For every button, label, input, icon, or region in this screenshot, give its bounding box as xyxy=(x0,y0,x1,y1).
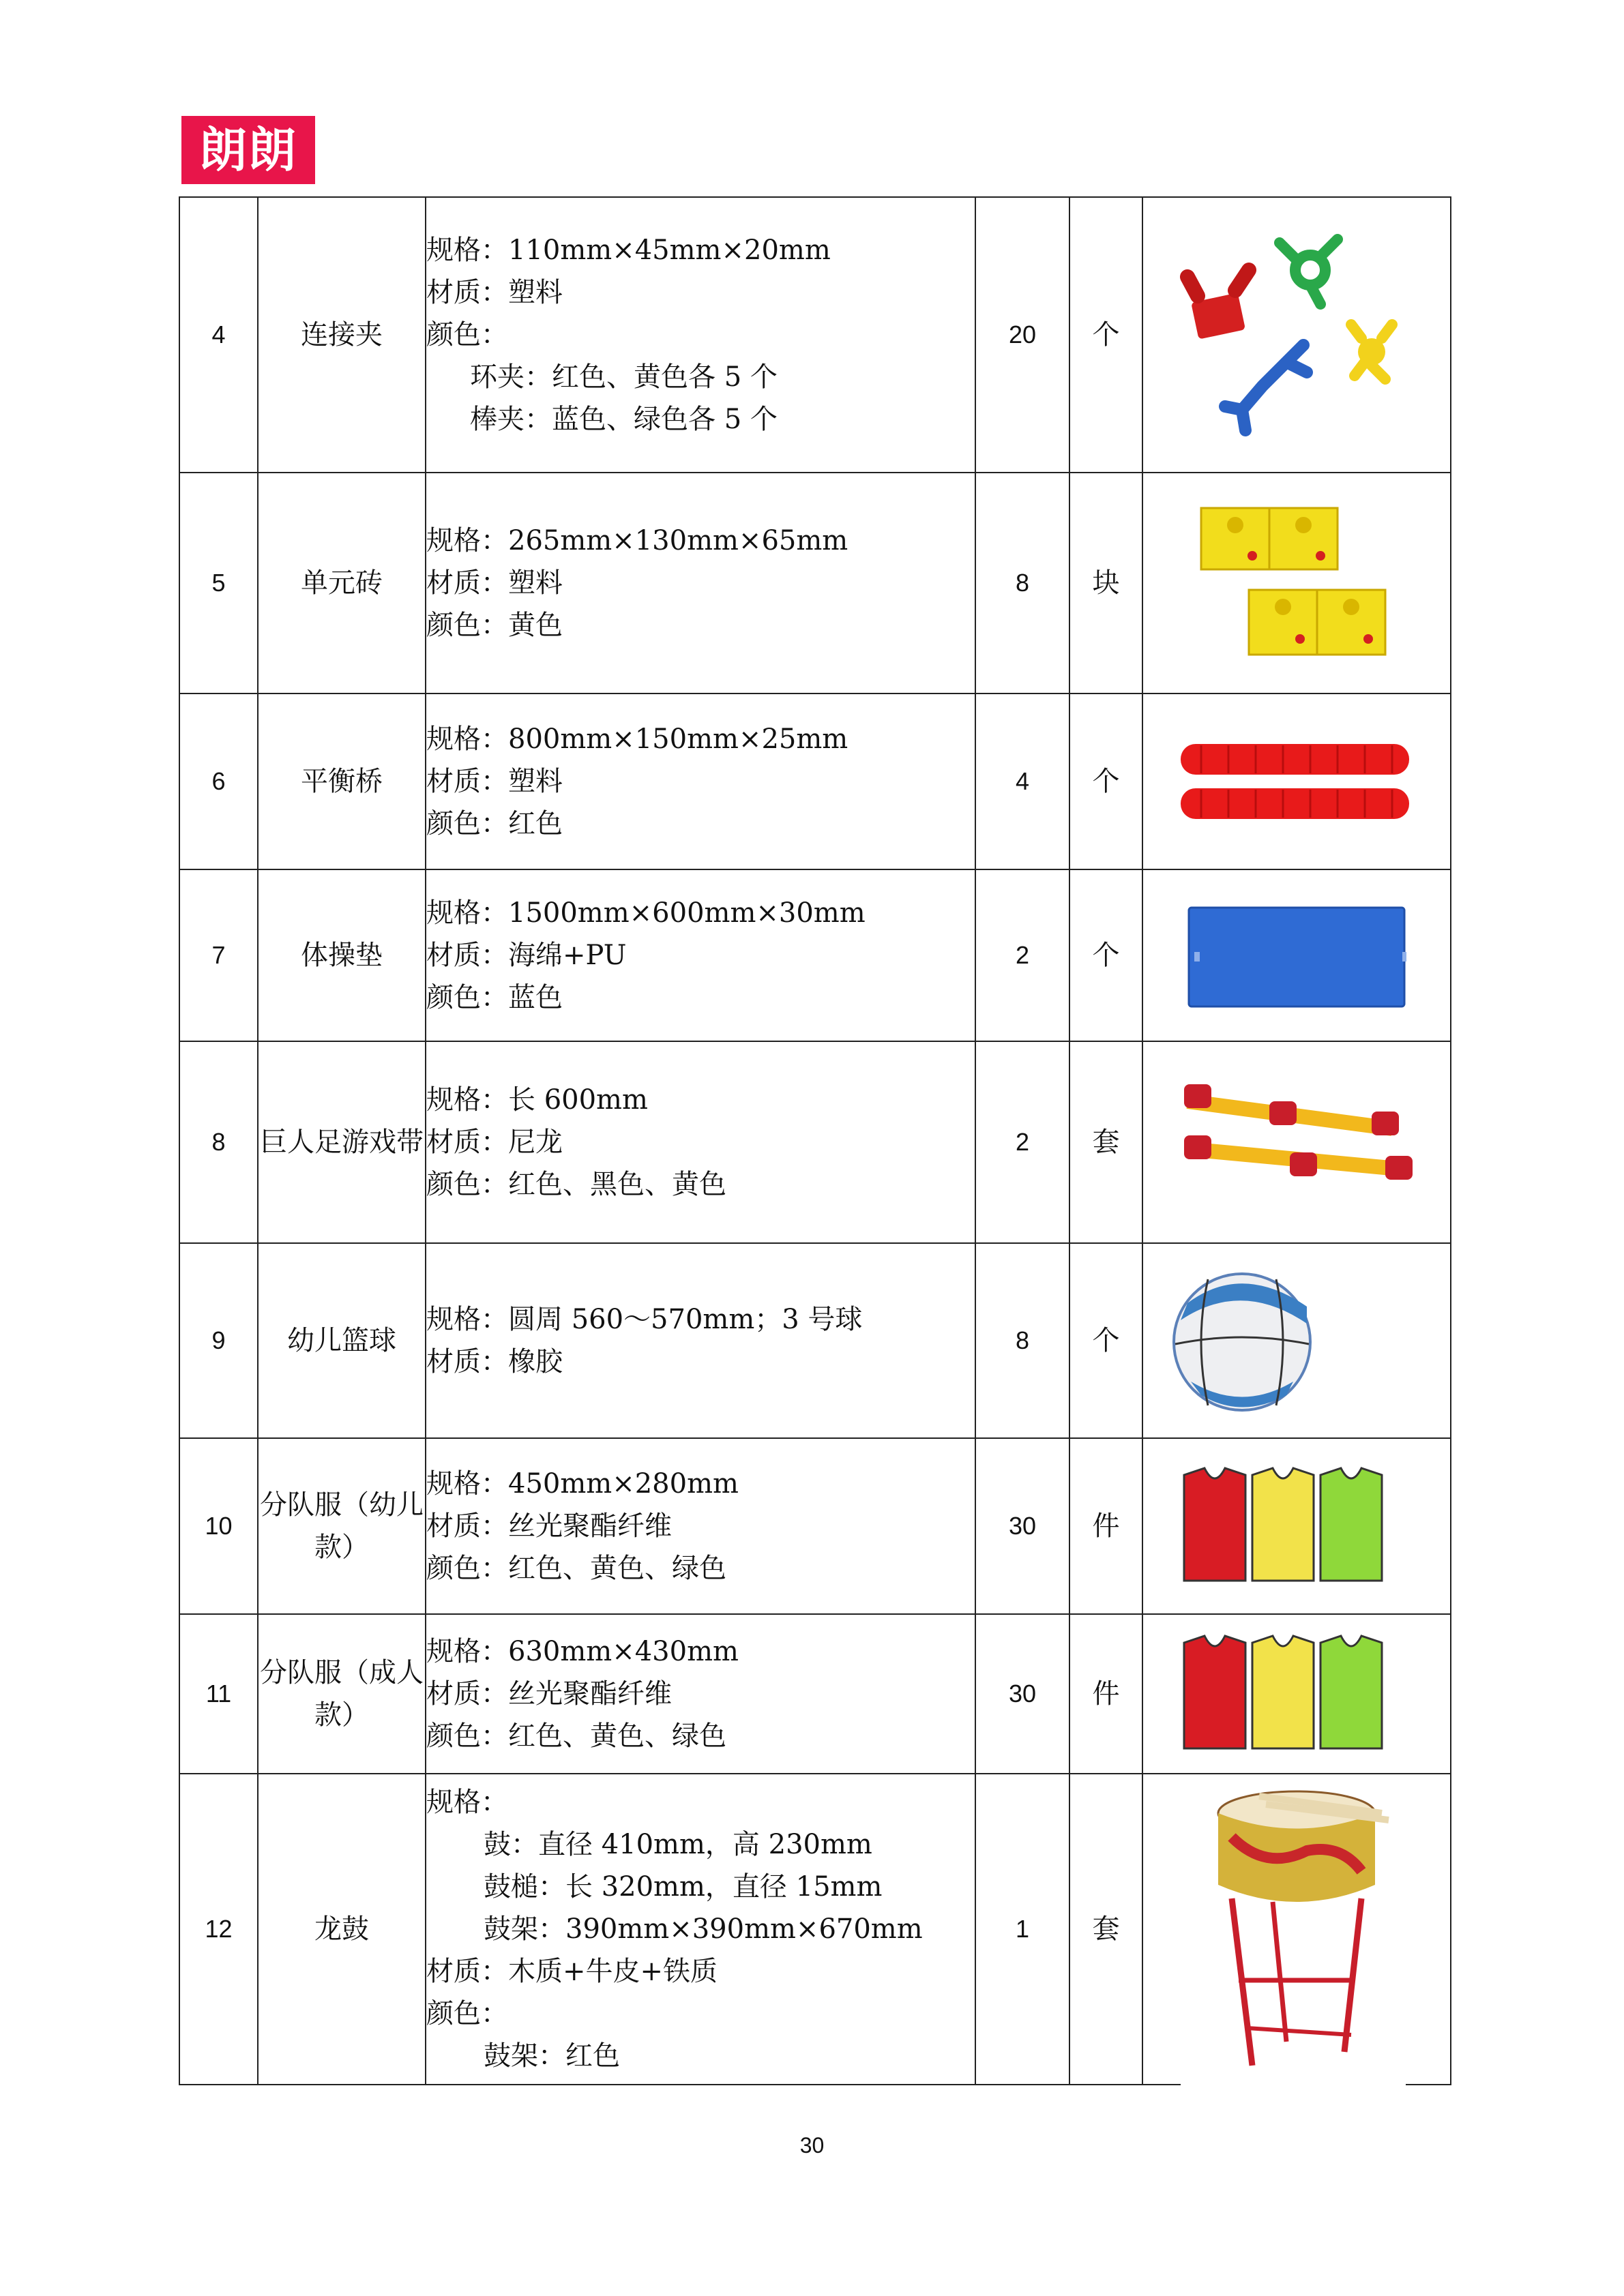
table-row xyxy=(179,694,1451,869)
row-number: 6 xyxy=(179,694,258,869)
spec-line: 材质：丝光聚酯纤维 xyxy=(426,1510,672,1542)
row-number: 5 xyxy=(179,473,258,694)
spec-line: 颜色：红色、黄色、绿色 xyxy=(426,1720,726,1752)
spec-line: 鼓架：390mm×390mm×670mm xyxy=(484,1913,923,1945)
row-number: 4 xyxy=(179,197,258,473)
row-number: 8 xyxy=(179,1041,258,1243)
spec-line: 颜色：红色 xyxy=(426,808,563,839)
spec-line: 材质：塑料 xyxy=(426,277,563,308)
spec-line: 材质：塑料 xyxy=(426,567,563,599)
spec-line: 规格：1500mm×600mm×30mm xyxy=(426,897,866,929)
table-row xyxy=(179,1041,1451,1243)
spec-line: 规格：长 600mm xyxy=(426,1084,648,1116)
table-row xyxy=(179,1243,1451,1438)
spec-line: 颜色： xyxy=(426,1998,508,2029)
item-unit: 件 xyxy=(1069,1438,1142,1614)
row-number: 9 xyxy=(179,1243,258,1438)
spec-line: 颜色：蓝色 xyxy=(426,982,563,1013)
item-name: 单元砖 xyxy=(258,473,426,694)
spec-line: 规格：圆周 560～570mm；3 号球 xyxy=(426,1304,863,1335)
table-row xyxy=(179,1438,1451,1614)
spec-line: 规格： xyxy=(426,1787,508,1818)
team-vests-icon xyxy=(1174,1629,1419,1759)
row-number: 7 xyxy=(179,869,258,1041)
unit-bricks-icon xyxy=(1181,494,1413,672)
connecting-clips-icon xyxy=(1167,222,1426,447)
item-spec xyxy=(426,1243,975,1438)
spec-line: 规格：800mm×150mm×25mm xyxy=(426,724,848,755)
item-quantity: 8 xyxy=(975,473,1069,694)
item-image xyxy=(1142,1243,1451,1438)
spec-line: 棒夹：蓝色、绿色各 5 个 xyxy=(470,404,778,435)
product-table xyxy=(179,196,1451,2085)
item-name: 分队服（成人款） xyxy=(258,1614,426,1774)
table-row xyxy=(179,473,1451,694)
item-name: 巨人足游戏带 xyxy=(258,1041,426,1243)
item-quantity: 2 xyxy=(975,869,1069,1041)
spec-line: 颜色：红色、黑色、黄色 xyxy=(426,1169,726,1200)
spec-line: 规格：630mm×430mm xyxy=(426,1636,739,1667)
item-spec xyxy=(426,197,975,473)
item-unit: 块 xyxy=(1069,473,1142,694)
table-row xyxy=(179,1614,1451,1774)
item-unit: 个 xyxy=(1069,1243,1142,1438)
dragon-drum-icon xyxy=(1184,1783,1409,2076)
item-image xyxy=(1142,869,1451,1041)
table-row xyxy=(179,1774,1451,2085)
page-number: 30 xyxy=(799,2133,825,2158)
item-quantity: 30 xyxy=(975,1614,1069,1774)
team-vests-icon xyxy=(1174,1461,1419,1591)
item-name: 平衡桥 xyxy=(258,694,426,869)
brand-logo: 朗朗 xyxy=(181,116,315,184)
row-number: 10 xyxy=(179,1438,258,1614)
item-spec xyxy=(426,1438,975,1614)
item-image xyxy=(1142,473,1451,694)
item-quantity: 30 xyxy=(975,1438,1069,1614)
table-row xyxy=(179,197,1451,473)
basketball-icon xyxy=(1167,1266,1426,1416)
item-quantity: 2 xyxy=(975,1041,1069,1243)
balance-bridge-icon xyxy=(1174,730,1419,833)
item-unit: 个 xyxy=(1069,694,1142,869)
item-image xyxy=(1142,1614,1451,1774)
item-name: 分队服（幼儿款） xyxy=(258,1438,426,1614)
item-name: 连接夹 xyxy=(258,197,426,473)
item-image xyxy=(1142,1041,1451,1243)
item-name: 龙鼓 xyxy=(258,1774,426,2085)
spec-line: 鼓：直径 410mm，高 230mm xyxy=(484,1829,872,1860)
item-unit: 个 xyxy=(1069,869,1142,1041)
item-spec xyxy=(426,1774,975,2085)
spec-line: 材质：木质+牛皮+铁质 xyxy=(426,1956,718,1987)
item-spec xyxy=(426,869,975,1041)
item-image xyxy=(1142,197,1451,473)
item-unit: 套 xyxy=(1069,1774,1142,2085)
spec-line: 材质：海绵+PU xyxy=(426,940,627,971)
giant-feet-strap-icon xyxy=(1167,1074,1426,1210)
spec-line: 材质：橡胶 xyxy=(426,1346,563,1377)
item-image xyxy=(1142,1438,1451,1614)
item-quantity: 1 xyxy=(975,1774,1069,2085)
spec-line: 规格：450mm×280mm xyxy=(426,1468,739,1500)
row-number: 12 xyxy=(179,1774,258,2085)
item-spec xyxy=(426,1614,975,1774)
spec-line: 材质：尼龙 xyxy=(426,1127,563,1158)
item-quantity: 20 xyxy=(975,197,1069,473)
spec-line: 材质：丝光聚酯纤维 xyxy=(426,1678,672,1710)
spec-line: 规格：265mm×130mm×65mm xyxy=(426,525,848,556)
item-image xyxy=(1142,694,1451,869)
spec-line: 鼓槌：长 320mm，直径 15mm xyxy=(484,1871,883,1903)
item-unit: 件 xyxy=(1069,1614,1142,1774)
item-name: 幼儿篮球 xyxy=(258,1243,426,1438)
item-unit: 套 xyxy=(1069,1041,1142,1243)
item-quantity: 4 xyxy=(975,694,1069,869)
gym-mat-icon xyxy=(1181,897,1413,1013)
item-quantity: 8 xyxy=(975,1243,1069,1438)
spec-line: 颜色：黄色 xyxy=(426,610,563,641)
spec-line: 鼓架：红色 xyxy=(484,2040,620,2072)
spec-line: 规格：110mm×45mm×20mm xyxy=(426,235,831,266)
row-number: 11 xyxy=(179,1614,258,1774)
item-name: 体操垫 xyxy=(258,869,426,1041)
item-spec xyxy=(426,694,975,869)
spec-line: 环夹：红色、黄色各 5 个 xyxy=(470,361,778,393)
spec-line: 颜色： xyxy=(426,319,508,351)
image-overlap-mask xyxy=(1181,2073,1406,2087)
item-image xyxy=(1142,1774,1451,2085)
spec-line: 颜色：红色、黄色、绿色 xyxy=(426,1553,726,1584)
item-unit: 个 xyxy=(1069,197,1142,473)
spec-line: 材质：塑料 xyxy=(426,766,563,797)
item-spec xyxy=(426,473,975,694)
table-row xyxy=(179,869,1451,1041)
item-spec xyxy=(426,1041,975,1243)
